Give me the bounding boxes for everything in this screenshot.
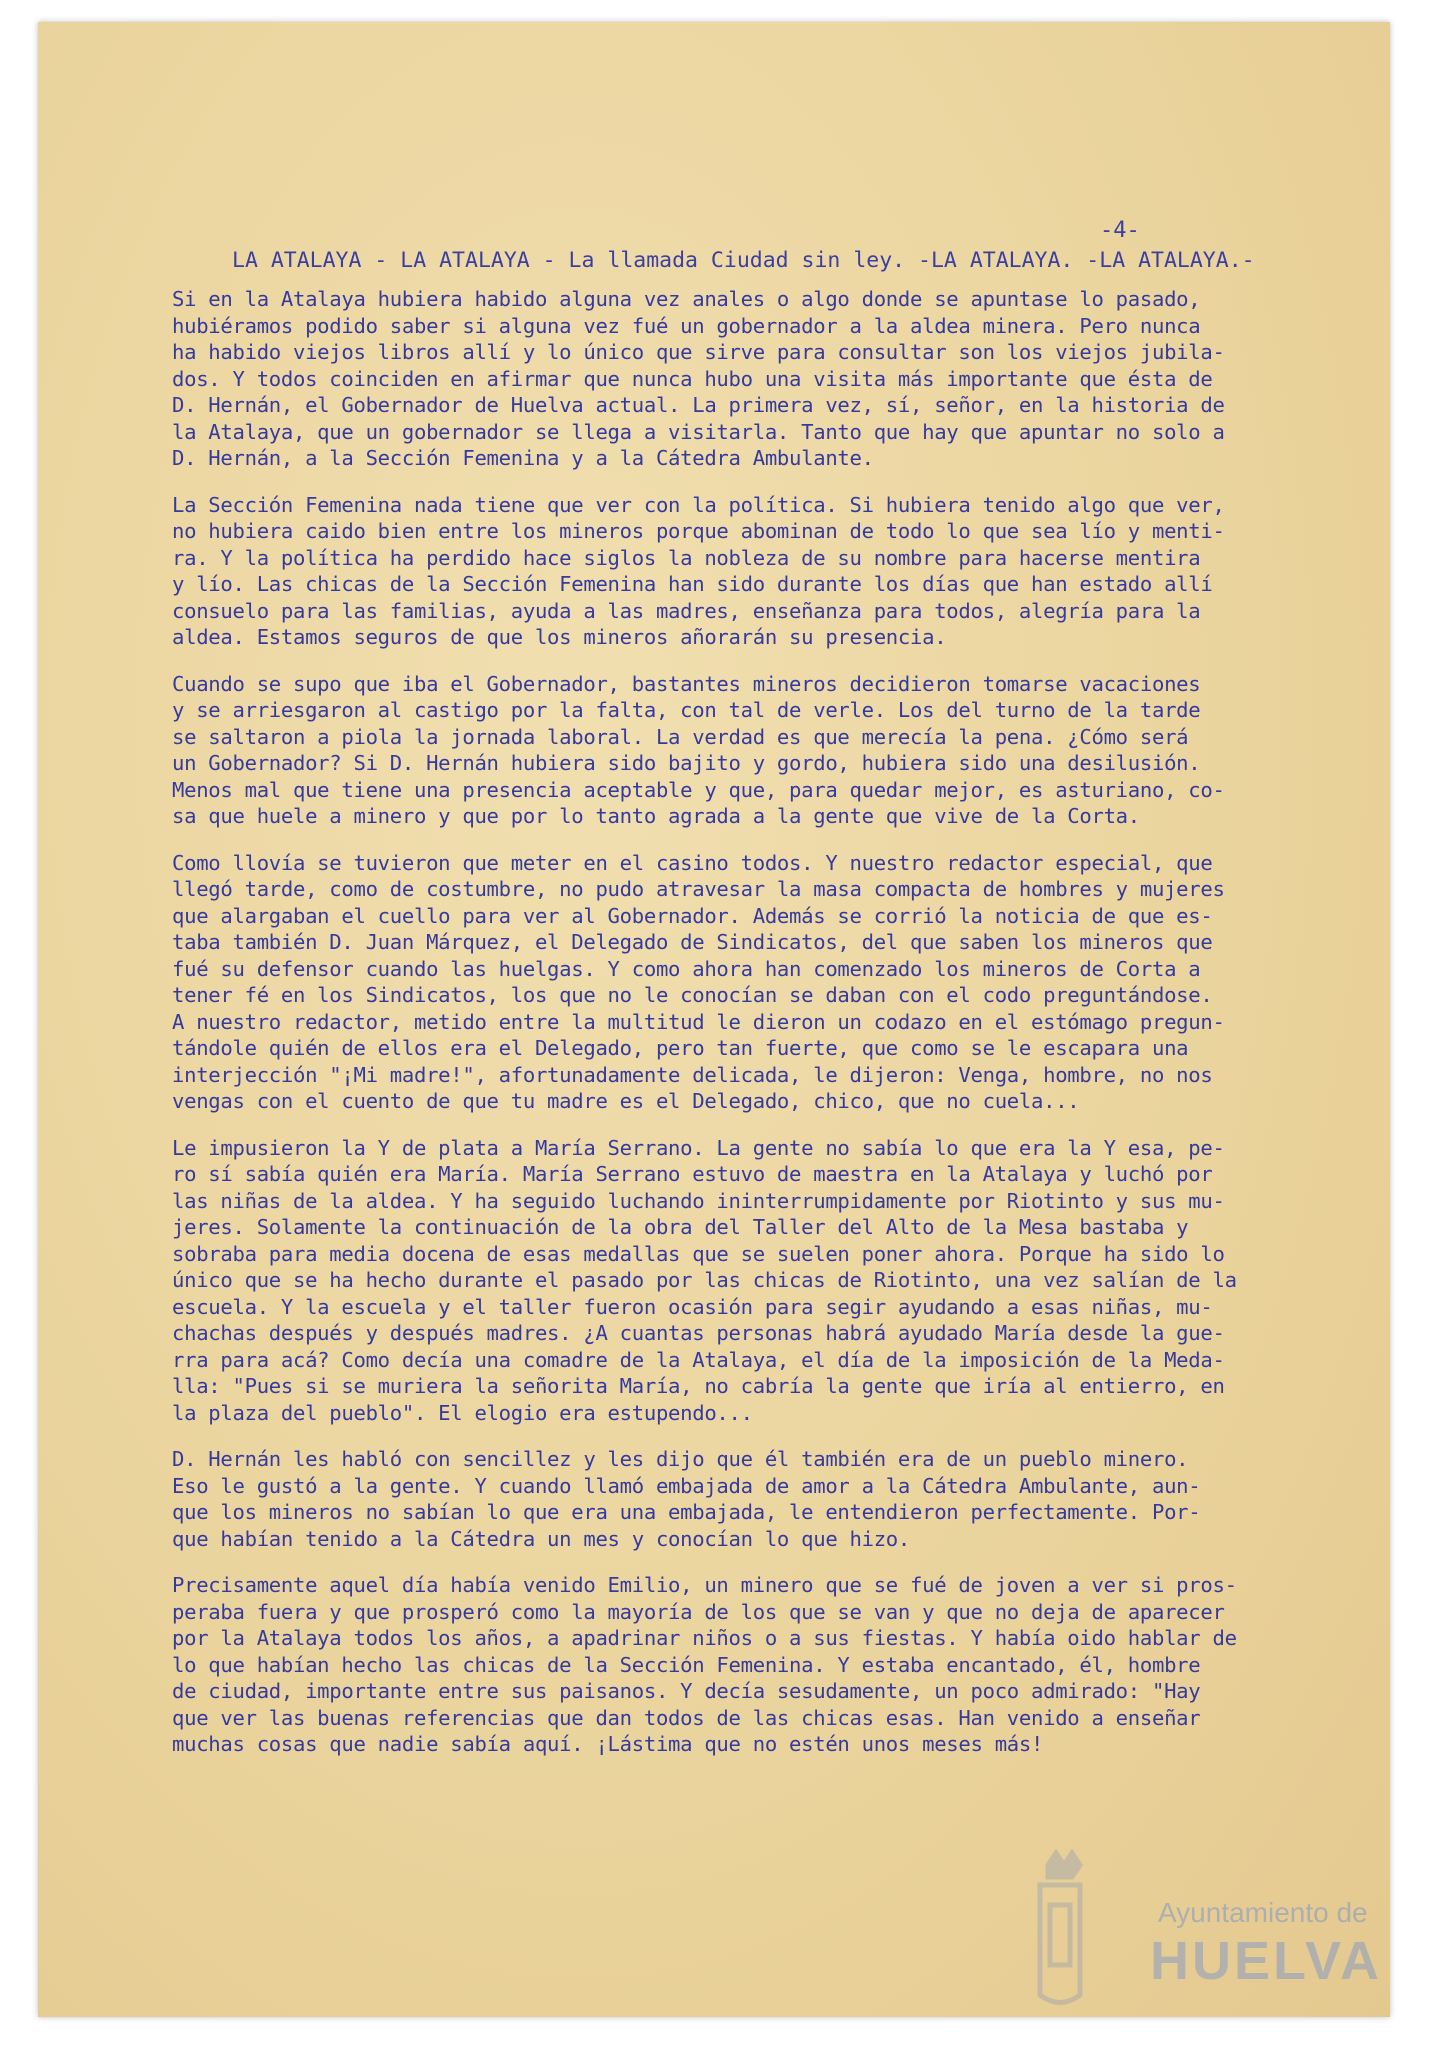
page-number: -4- [1100, 218, 1140, 243]
text-line: aldea. Estamos seguros de que los mineros añorarán su presencia. [172, 625, 947, 649]
text-line: chachas después y después madres. ¿A cuantas personas habrá ayudado María desde la gue- [172, 1321, 1225, 1345]
text-line: Cuando se supo que iba el Gobernador, bastantes mineros decidieron tomarse vacaciones [172, 671, 1201, 696]
text-line: que habían tenido a la Cátedra un mes y conocían lo que hizo. [172, 1526, 911, 1551]
text-line: se saltaron a piola la jornada laboral. La verdad es que merecía la pena. ¿Cómo será [172, 724, 1189, 749]
text-line: dos. Y todos coinciden en afirmar que nunca hubo una visita más importante que ésta de [172, 366, 1213, 391]
paragraph-5 [172, 1135, 1322, 1427]
text-line: vengas con el cuento de que tu madre es el Delegado, chico, que no cuela... [172, 1089, 1080, 1113]
text-line: peraba fuera y que prosperó como la mayoría de los que se van y que no deja de aparecer [172, 1599, 1225, 1624]
text-line: que alargaban el cuello para ver al Gobernador. Además se corrió la noticia de que es- [172, 903, 1213, 928]
paragraph-7 [172, 1572, 1322, 1758]
text-line: muchas cosas que nadie sabía aquí. ¡Lástima que no estén unos meses más! [172, 1732, 1044, 1756]
text-line: A nuestro redactor, metido entre la multitud le dieron un codazo en el estómago pregun- [172, 1009, 1225, 1034]
text-line: Como llovía se tuvieron que meter en el casino todos. Y nuestro redactor especial, que [172, 850, 1213, 875]
paragraph-3 [172, 671, 1322, 830]
text-line: ha habido viejos libros allí y lo único que sirve para consultar son los viejos jubila- [172, 340, 1225, 364]
text-line: llegó tarde, como de costumbre, no pudo atravesar la masa compacta de hombres y mujeres [172, 877, 1225, 901]
text-line: y se arriesgaron al castigo por la falta, con tal de verle. Los del turno de la tarde [172, 698, 1201, 722]
text-line: La Sección Femenina nada tiene que ver con la política. Si hubiera tenido algo que ver, [172, 492, 1225, 517]
text-line: lla: "Pues si se muriera la señorita María, no cabría la gente que iría al entierro, en [172, 1374, 1225, 1398]
text-line: por la Atalaya todos los años, a apadrinar niños o a sus fiestas. Y había oido hablar de [172, 1626, 1237, 1650]
text-line: escuela. Y la escuela y el taller fueron ocasión para segir ayudando a esas niñas, mu- [172, 1294, 1213, 1319]
text-line: ra. Y la política ha perdido hace siglos la nobleza de su nombre para hacerse mentira [172, 545, 1201, 570]
paragraph-4 [172, 850, 1322, 1115]
text-line: de ciudad, importante entre sus paisanos. Y decía sesudamente, un poco admirado: "Hay [172, 1679, 1201, 1703]
headline: LA ATALAYA - LA ATALAYA - La llamada Ciudad sin ley. -LA ATALAYA. -LA ATALAYA.- [232, 248, 1255, 273]
text-line: la Atalaya, que un gobernador se llega a visitarla. Tanto que hay que apuntar no solo a [172, 419, 1225, 444]
text-line: un Gobernador? Si D. Hernán hubiera sido bajito y gordo, hubiera sido una desilusión. [172, 751, 1201, 775]
text-line: tener fé en los Sindicatos, los que no le conocían se daban con el codo preguntándose. [172, 983, 1213, 1007]
text-line: la plaza del pueblo". El elogio era estupendo... [172, 1400, 753, 1425]
text-line: Le impusieron la Y de plata a María Serrano. La gente no sabía lo que era la Y esa, pe- [172, 1135, 1225, 1160]
text-line: ro sí sabía quién era María. María Serrano estuvo de maestra en la Atalaya y luchó por [172, 1162, 1213, 1186]
text-line: jeres. Solamente la continuación de la obra del Taller del Alto de la Mesa bastaba y [172, 1215, 1189, 1239]
watermark-line1: Ayuntamiento de [1158, 1897, 1368, 1928]
text-line: que ver las buenas referencias que dan todos de las chicas esas. Han venido a enseñar [172, 1705, 1201, 1730]
paragraph-2 [172, 492, 1322, 651]
text-line: hubiéramos podido saber si alguna vez fué un gobernador a la aldea minera. Pero nunca [172, 313, 1201, 338]
text-line: tándole quién de ellos era el Delegado, pero tan fuerte, que como se le escapara una [172, 1036, 1189, 1060]
text-line: Menos mal que tiene una presencia aceptable y que, para quedar mejor, es asturiano, co- [172, 777, 1225, 802]
text-line: D. Hernán, el Gobernador de Huelva actual. La primera vez, sí, señor, en la historia de [172, 393, 1225, 417]
text-line: D. Hernán les habló con sencillez y les dijo que él también era de un pueblo minero. [172, 1447, 1189, 1471]
text-line: lo que habían hecho las chicas de la Sección Femenina. Y estaba encantado, él, hombre [172, 1652, 1201, 1677]
text-line: sobraba para media docena de esas medallas que se suelen poner ahora. Porque ha sido lo [172, 1241, 1225, 1266]
text-line: Si en la Atalaya hubiera habido alguna vez anales o algo donde se apuntase lo pasado, [172, 287, 1201, 311]
text-line: sa que huele a minero y que por lo tanto agrada a la gente que vive de la Corta. [172, 804, 1140, 828]
text-line: taba también D. Juan Márquez, el Delegado de Sindicatos, del que saben los mineros que [172, 930, 1213, 954]
watermark-line2: HUELVA [1150, 1931, 1382, 1991]
text-line: único que se ha hecho durante el pasado por las chicas de Riotinto, una vez salían de la [172, 1268, 1237, 1292]
paragraph-6 [172, 1446, 1322, 1552]
text-line: fué su defensor cuando las huelgas. Y como ahora han comenzado los mineros de Corta a [172, 956, 1201, 981]
text-line: Eso le gustó a la gente. Y cuando llamó embajada de amor a la Cátedra Ambulante, aun- [172, 1473, 1201, 1498]
text-line: consuelo para las familias, ayuda a las madres, enseñanza para todos, alegría para la [172, 598, 1201, 623]
text-line: interjección "¡Mi madre!", afortunadamente delicada, le dijeron: Venga, hombre, no nos [172, 1062, 1213, 1087]
text-line: Precisamente aquel día había venido Emilio, un minero que se fué de joven a ver si pros- [172, 1573, 1237, 1597]
text-line: no hubiera caido bien entre los mineros porque abominan de todo lo que sea lío y menti- [172, 519, 1225, 543]
document-body [172, 286, 1322, 1778]
paragraph-1 [172, 286, 1322, 472]
text-line: rra para acá? Como decía una comadre de la Atalaya, el día de la imposición de la Meda- [172, 1347, 1225, 1372]
text-line: las niñas de la aldea. Y ha seguido luchando ininterrumpidamente por Riotinto y sus mu- [172, 1188, 1225, 1213]
text-line: que los mineros no sabían lo que era una embajada, le entendieron perfectamente. Por- [172, 1500, 1201, 1524]
text-line: y lío. Las chicas de la Sección Femenina han sido durante los días que han estado allí [172, 572, 1213, 596]
text-line: D. Hernán, a la Sección Femenina y a la Cátedra Ambulante. [172, 446, 874, 470]
